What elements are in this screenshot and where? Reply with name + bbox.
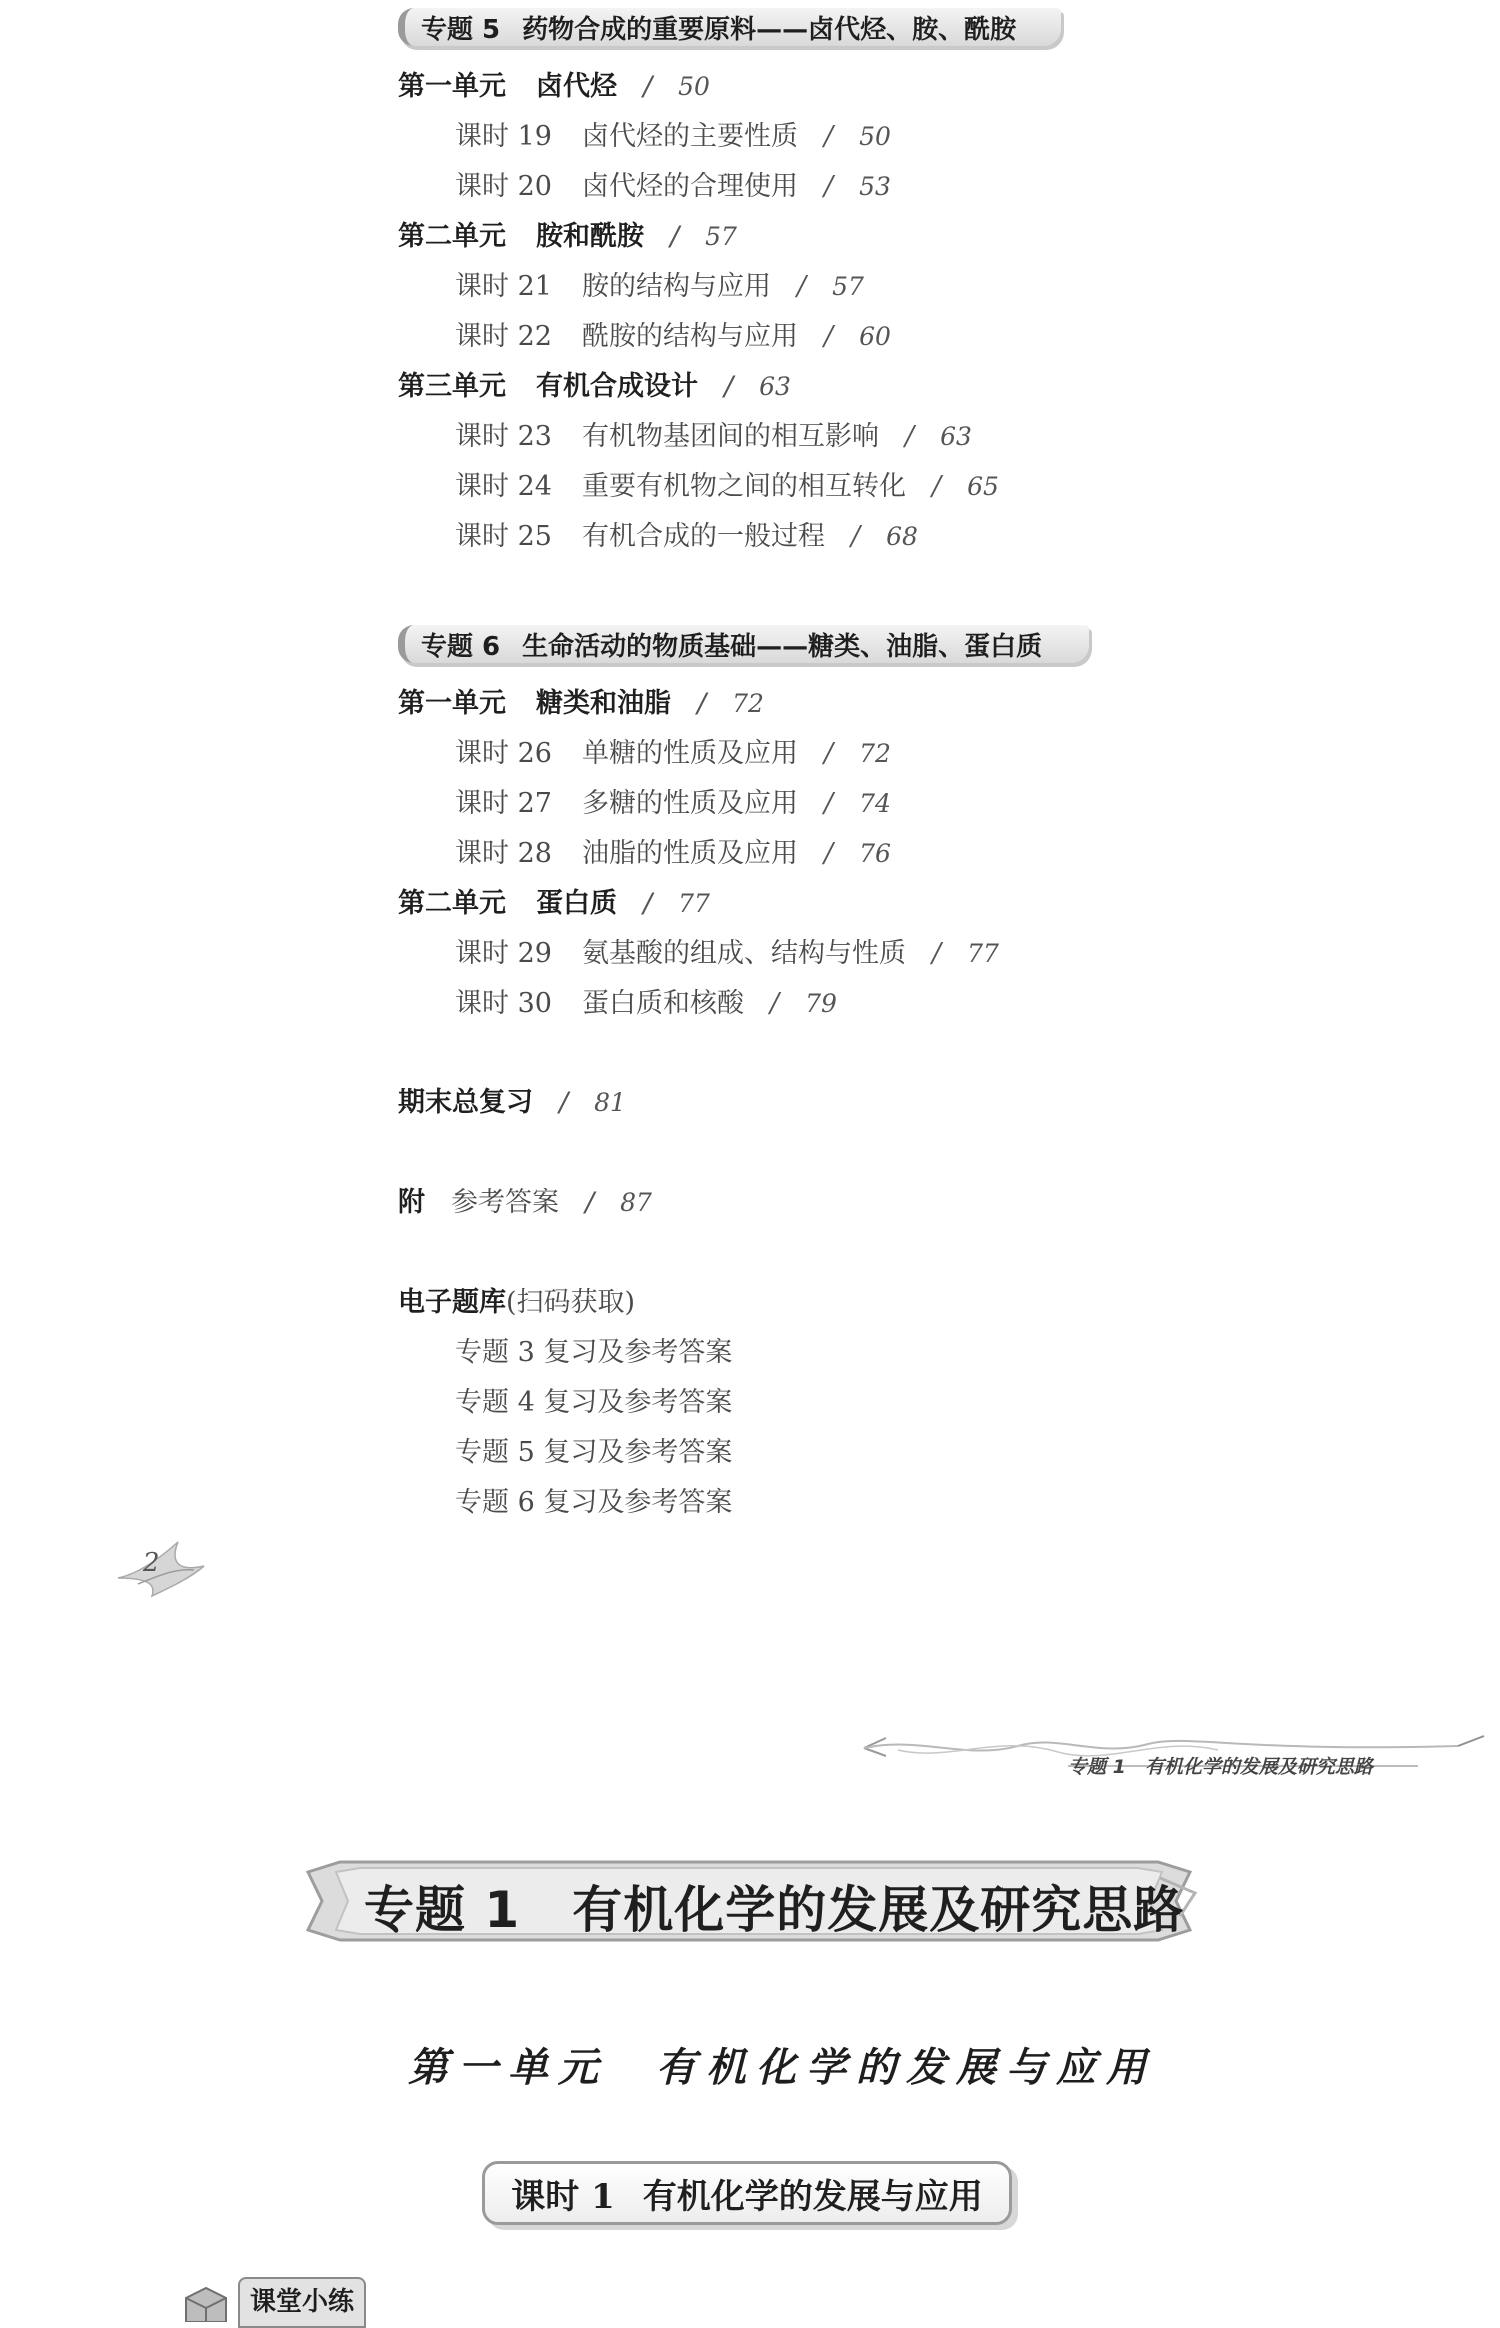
lesson-banner [482,2161,1012,2225]
separator: / [823,121,834,152]
chapter-title-text: 有机化学的发展及研究思路 [572,1881,1185,1939]
page-ref: 65 [967,472,999,501]
page-number: 2 [143,1548,160,1578]
page-ref: 87 [620,1188,652,1217]
toc-unit-line[interactable] [398,67,710,107]
toc-lesson-line[interactable] [455,784,891,824]
unit-heading [408,2036,1156,2093]
toc-appendix[interactable] [398,1183,652,1223]
topic5-banner [398,8,1061,46]
chapter-title [364,1870,1184,1942]
separator: / [823,171,834,202]
separator: / [823,738,834,769]
page-ref: 72 [732,689,764,718]
lesson-title: 多糖的性质及应用 [581,788,798,819]
lesson-title: 蛋白质和核酸 [581,988,744,1019]
unit-label: 第一单元 [398,688,506,719]
lesson-label: 课时 19 [455,121,552,152]
lesson-label: 课时 27 [455,788,552,819]
separator: / [931,471,942,502]
page-ref: 63 [940,422,972,451]
separator: / [796,271,807,302]
separator: / [585,1187,595,1218]
lesson-label: 课时 25 [455,521,552,552]
toc-lesson-line[interactable] [455,317,891,357]
e-bank-item[interactable]: 专题 6 复习及参考答案 [455,1487,733,1518]
page-ref: 81 [594,1088,626,1117]
lesson-title: 油脂的性质及应用 [581,838,798,869]
toc-unit-line[interactable] [398,884,710,924]
toc-lesson-line[interactable] [455,734,891,774]
toc-final-review[interactable] [398,1083,626,1123]
unit-label: 第一单元 [398,71,506,102]
unit-heading-number: 第一单元 [408,2044,608,2091]
toc-unit-line[interactable] [398,367,791,407]
unit-title: 胺和酰胺 [536,221,644,252]
separator: / [643,888,653,919]
separator: / [823,788,834,819]
unit-title: 蛋白质 [536,888,617,919]
lesson-title: 酰胺的结构与应用 [581,321,798,352]
separator: / [697,688,707,719]
lesson-title: 氨基酸的组成、结构与性质 [581,938,906,969]
unit-title: 卤代烃 [536,71,617,102]
toc-lesson-line[interactable] [455,984,837,1024]
separator: / [931,938,942,969]
lesson-banner-title: 有机化学的发展与应用 [642,2176,983,2217]
lesson-label: 课时 28 [455,838,552,869]
toc-lesson-line[interactable] [455,267,864,307]
lesson-label: 课时 22 [455,321,552,352]
books-icon [180,2282,232,2322]
page-ref: 74 [859,789,891,818]
toc-unit-line[interactable] [398,217,737,257]
unit-heading-title: 有机化学的发展与应用 [656,2044,1156,2091]
page-ref: 77 [678,889,710,918]
page-ref: 79 [805,989,837,1018]
page-ref: 50 [859,122,891,151]
e-bank-item[interactable]: 专题 3 复习及参考答案 [455,1337,733,1368]
topic5-title: 药物合成的重要原料——卤代烃、胺、酰胺 [522,14,1017,45]
separator: / [769,988,780,1019]
running-header: 专题 1 有机化学的发展及研究思路 [1068,1756,1373,1778]
lesson-title: 卤代烃的合理使用 [581,171,798,202]
page-ref: 57 [832,272,864,301]
page-ref: 77 [967,939,999,968]
toc-lesson-line[interactable] [455,934,999,974]
page-ref: 60 [859,322,891,351]
separator: / [823,321,834,352]
unit-label: 第三单元 [398,371,506,402]
lesson-title: 单糖的性质及应用 [581,738,798,769]
toc-e-bank-heading [398,1283,635,1323]
unit-title: 有机合成设计 [536,371,698,402]
separator: / [823,838,834,869]
toc-lesson-line[interactable] [455,167,891,207]
unit-label: 第二单元 [398,221,506,252]
toc-lesson-line[interactable] [455,117,891,157]
e-bank-note: (扫码获取) [506,1287,636,1318]
toc-lesson-line[interactable] [455,834,891,874]
lesson-label: 课时 29 [455,938,552,969]
lesson-label: 课时 21 [455,271,552,302]
section-badge-label: 课堂小练 [238,2277,366,2328]
lesson-label: 课时 23 [455,421,552,452]
toc-lesson-line[interactable] [455,517,918,557]
unit-label: 第二单元 [398,888,506,919]
separator: / [643,71,653,102]
separator: / [670,221,680,252]
topic5-number: 专题 5 [421,14,501,45]
e-bank-title: 电子题库 [398,1287,506,1318]
topic6-title: 生命活动的物质基础——糖类、油脂、蛋白质 [522,631,1043,662]
final-review-title: 期末总复习 [398,1087,533,1118]
lesson-title: 卤代烃的主要性质 [581,121,798,152]
lesson-label: 课时 24 [455,471,552,502]
lesson-title: 胺的结构与应用 [581,271,771,302]
page-ornament-icon [108,1528,218,1600]
e-bank-item[interactable]: 专题 4 复习及参考答案 [455,1387,733,1418]
toc-lesson-line[interactable] [455,467,999,507]
lesson-title: 有机合成的一般过程 [581,521,825,552]
section-badge [180,2282,390,2322]
lesson-title: 有机物基团间的相互影响 [581,421,879,452]
unit-title: 糖类和油脂 [536,688,671,719]
separator: / [724,371,734,402]
topic6-banner [398,625,1089,663]
page-ref: 50 [678,72,710,101]
lesson-title: 重要有机物之间的相互转化 [581,471,906,502]
separator: / [559,1087,569,1118]
lesson-label: 课时 20 [455,171,552,202]
lesson-label: 课时 26 [455,738,552,769]
toc-lesson-line[interactable] [455,417,972,457]
separator: / [904,421,915,452]
page-ref: 63 [759,372,791,401]
lesson-banner-number: 课时 1 [511,2176,615,2217]
appendix-title: 参考答案 [451,1187,559,1218]
page-ref: 53 [859,172,891,201]
appendix-label: 附 [398,1187,425,1218]
topic6-number: 专题 6 [421,631,501,662]
lesson-label: 课时 30 [455,988,552,1019]
page-ref: 72 [859,739,891,768]
page-ref: 68 [886,522,918,551]
page-ref: 76 [859,839,891,868]
separator: / [850,521,861,552]
chapter-number: 专题 1 [364,1881,521,1939]
page-ref: 57 [705,222,737,251]
toc-unit-line[interactable] [398,684,764,724]
e-bank-item[interactable]: 专题 5 复习及参考答案 [455,1437,733,1468]
